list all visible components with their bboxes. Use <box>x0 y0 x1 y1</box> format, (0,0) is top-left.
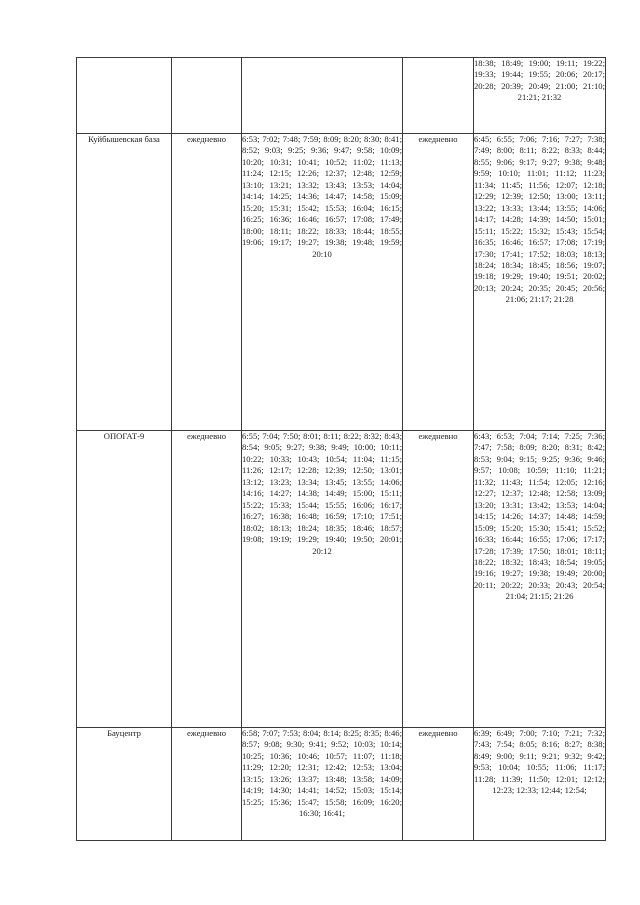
weekday-cell: ежедневно <box>403 134 474 431</box>
weekday-cell: ежедневно <box>403 431 474 728</box>
departure-times-cell: 6:55; 7:04; 7:50; 8:01; 8:11; 8:22; 8:32; 8:43; 8:54; 9:05; 9:27; 9:38; 9:49; 10:00; 10:11; 10:22; 10:33; 10:43; 10:54; 11:04; 11:15; 11:26; 12:17; 12:28; 12:39; 12:50; 13:01; 13:12; 13:23; 13:34; 13:45; 13:55; 14:06; 14:16; 14:27; 14:38; 14:49; 15:00; 15:11; 15:22; 15:33; 15:44; 15:55; 16:06; 16:17; 16:27; 16:38; 16:48; 16:59; 17:10; 17:51; 18:02; 18:13; 18:24; 18:35; 18:46; 18:57; 19:08; 19:19; 19:29; 19:40; 19:50; 20:01; 20:12 <box>242 431 403 728</box>
departure-times-cell: 18:38; 18:49; 19:00; 19:11; 19:22; 19:33; 19:44; 19:55; 20:06; 20:17; 20:28; 20:39; 20:49; 21:00; 21:10; 21:21; 21:32 <box>474 58 606 134</box>
table-row <box>77 58 606 134</box>
departure-times-cell: 6:53; 7:02; 7:48; 7:59; 8:09; 8:20; 8:30; 8:41; 8:52; 9:03; 9:25; 9:36; 9:47; 9:58; 10:09; 10:20; 10:31; 10:41; 10:52; 11:02; 11:13; 11:24; 12:15; 12:26; 12:37; 12:48; 12:59; 13:10; 13:21; 13:32; 13:43; 13:53; 14:04; 14:14; 14:25; 14:36; 14:47; 14:58; 15:09; 15:20; 15:31; 15:42; 15:53; 16:04; 16:15; 16:25; 16:36; 16:46; 16:57; 17:08; 17:49; 18:00; 18:11; 18:22; 18:33; 18:44; 18:55; 19:06; 19:17; 19:27; 19:38; 19:48; 19:59; 20:10 <box>242 134 403 431</box>
departure-times-cell: 6:58; 7:07; 7:53; 8:04; 8:14; 8:25; 8:35; 8:46; 8:57; 9:08; 9:30; 9:41; 9:52; 10:03; 10:14; 10:25; 10:36; 10:46; 10:57; 11:07; 11:18; 11:29; 12:20; 12:31; 12:42; 12:53; 13:04; 13:15; 13:26; 13:37; 13:48; 13:58; 14:09; 14:19; 14:30; 14:41; 14:52; 15:03; 15:14; 15:25; 15:36; 15:47; 15:58; 16:09; 16:20; 16:30; 16:41; <box>242 728 403 841</box>
departure-times-cell: 6:39; 6:49; 7:00; 7:10; 7:21; 7:32; 7:43; 7:54; 8:05; 8:16; 8:27; 8:38; 8:49; 9:00; 9:11; 9:21; 9:32; 9:42; 9:53; 10:04; 10:55; 11:06; 11:17; 11:28; 11:39; 11:50; 12:01; 12:12; 12:23; 12:33; 12:44; 12:54; <box>474 728 606 841</box>
weekday-cell: ежедневно <box>172 728 242 841</box>
weekday-cell <box>172 58 242 134</box>
stop-name-cell: Бауцентр <box>77 728 172 841</box>
weekday-cell: ежедневно <box>172 134 242 431</box>
table-row <box>77 431 606 728</box>
table-row <box>77 728 606 841</box>
stop-name-cell <box>77 58 172 134</box>
weekday-cell: ежедневно <box>403 728 474 841</box>
weekday-cell <box>403 58 474 134</box>
stop-name-cell: Куйбышевская база <box>77 134 172 431</box>
table-row <box>77 134 606 431</box>
departure-times-cell: 6:45; 6:55; 7:06; 7:16; 7:27; 7:38; 7:49; 8:00; 8:11; 8:22; 8:33; 8:44; 8:55; 9:06; 9:17; 9:27; 9:38; 9:48; 9:59; 10:10; 11:01; 11:12; 11:23; 11:34; 11:45; 11:56; 12:07; 12:18; 12:29; 12:39; 12:50; 13:00; 13:11; 13:22; 13:33; 13:44; 13:55; 14:06; 14:17; 14:28; 14:39; 14:50; 15:01; 15:11; 15:22; 15:32; 15:43; 15:54; 16:35; 16:46; 16:57; 17:08; 17:19; 17:30; 17:41; 17:52; 18:03; 18:13; 18:24; 18:34; 18:45; 18:56; 19:07; 19:18; 19:29; 19:40; 19:51; 20:02; 20:13; 20:24; 20:35; 20:45; 20:56; 21:06; 21:17; 21:28 <box>474 134 606 431</box>
schedule-table <box>76 57 606 841</box>
weekday-cell: ежедневно <box>172 431 242 728</box>
departure-times-cell: 6:43; 6:53; 7:04; 7:14; 7:25; 7:36; 7:47; 7:58; 8:09; 8:20; 8:31; 8:42; 8:53; 9:04; 9:15; 9:25; 9:36; 9:46; 9:57; 10:08; 10:59; 11:10; 11:21; 11:32; 11:43; 11:54; 12:05; 12:16; 12:27; 12:37; 12:48; 12:58; 13:09; 13:20; 13:31; 13:42; 13:53; 14:04; 14:15; 14:26; 14:37; 14:48; 14:59; 15:09; 15:20; 15:30; 15:41; 15:52; 16:33; 16:44; 16:55; 17:06; 17:17; 17:28; 17:39; 17:50; 18:01; 18:11; 18:22; 18:32; 18:43; 18:54; 19:05; 19:16; 19:27; 19:38; 19:49; 20:00; 20:11; 20:22; 20:33; 20:43; 20:54; 21:04; 21:15; 21:26 <box>474 431 606 728</box>
stop-name-cell: ОПОГАТ-9 <box>77 431 172 728</box>
departure-times-cell <box>242 58 403 134</box>
